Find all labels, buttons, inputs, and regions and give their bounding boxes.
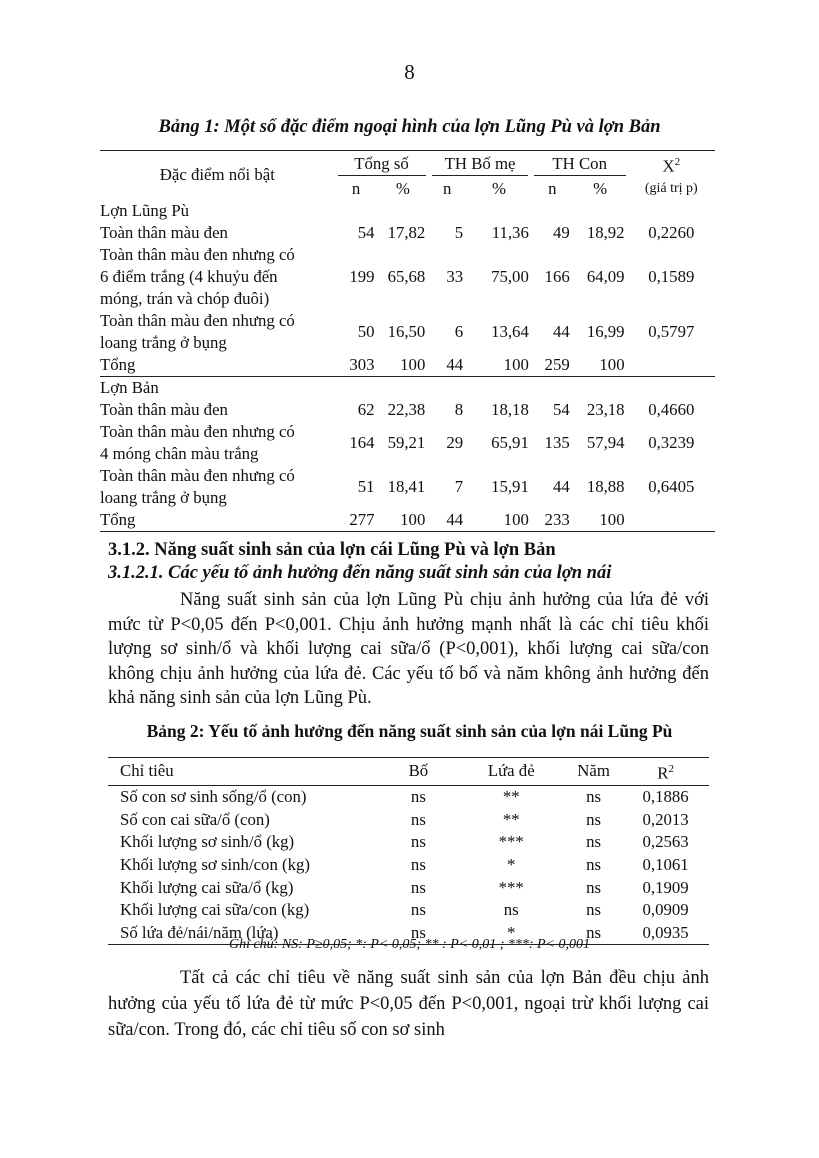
table1-row-label xyxy=(100,421,335,465)
table1-cell-total-n: 62 xyxy=(357,399,375,419)
table1-cell-parents-pct: 13,64 xyxy=(491,321,529,341)
table1-header-n: n xyxy=(443,178,452,198)
table1-cell-parents-pct: 15,91 xyxy=(491,476,529,496)
table1-row-label xyxy=(100,310,335,354)
table1-header-pct: % xyxy=(491,178,506,198)
table2-cell-indicator: Số lứa đẻ/nái/năm (lứa) xyxy=(108,922,379,945)
table1-cell-parents-n: 44 xyxy=(428,509,466,532)
table2-cell-sire: ns xyxy=(410,832,426,852)
table1-cell-total-pct: 16,50 xyxy=(387,321,426,341)
table2-note: Ghi chú: NS: P≥0,05; *: P< 0,05; ** : P< 0,01 ; ***: P< 0,001 xyxy=(228,937,591,952)
table1-cell-total-pct: 22,38 xyxy=(387,399,426,419)
table2-cell-indicator: Khối lượng sơ sinh/ổ (kg) xyxy=(120,832,295,852)
table1-row-label-line: loang trắng ở bụng xyxy=(100,487,227,507)
table1-header-offspring: TH Con xyxy=(534,153,626,176)
table1-row-label-line: Toàn thân màu đen nhưng có xyxy=(100,421,295,441)
table1-cell-total-n: 51 xyxy=(357,476,375,496)
table1-cell-offspring-n: 135 xyxy=(544,432,570,452)
table1-cell-parents-n: 5 xyxy=(454,222,464,242)
table1-cell-parents-pct: 18,18 xyxy=(491,399,529,419)
table1-cell-offspring-n: 44 xyxy=(552,476,570,496)
table2-cell-r2: 0,2563 xyxy=(642,832,689,852)
table1-cell-parents-n: 29 xyxy=(446,432,464,452)
table2-cell-year: ns xyxy=(565,922,622,945)
table1-cell-offspring-n: 233 xyxy=(532,509,573,532)
table2-cell-parity: ** xyxy=(502,787,520,807)
table1-row-label-line: 6 điểm trắng (4 khuỷu đến xyxy=(100,266,278,286)
table2-cell-r2: 0,1909 xyxy=(642,877,689,897)
section-heading-3-1-2-1: 3.1.2.1. Các yếu tố ảnh hưởng đến năng suất sinh sản của lợn nái xyxy=(108,563,612,583)
table1-cell-offspring-n: 259 xyxy=(544,354,570,374)
table2-cell-sire: ns xyxy=(410,809,426,829)
table2-cell-year: ns xyxy=(586,900,602,920)
table1-cell-chi-p: 0,4660 xyxy=(648,399,695,419)
table1-row xyxy=(100,421,715,465)
table2-header-r2: $R^2$ xyxy=(622,758,709,786)
table2-cell-year: ns xyxy=(586,877,602,897)
table1-cell-total-n: 164 xyxy=(349,432,375,452)
paragraph-2: Tất cả các chỉ tiêu về năng suất sinh sản của lợn Bản đều chịu ảnh hưởng của yếu tố lứa đẻ từ mức P<0,05 đến P<0,001, ngoại trừ khối lượng cai sữa/con. Trong đó, các chỉ tiêu số con sơ sinh xyxy=(108,968,709,1040)
table1-row-label-line: Toàn thân màu đen xyxy=(100,222,228,242)
table1-header-parents: TH Bố mẹ xyxy=(432,153,528,176)
table1-header-total: Tổng số xyxy=(338,153,426,176)
table1-cell-parents-n: 33 xyxy=(446,266,464,286)
table2-cell-r2: 0,1886 xyxy=(642,787,689,807)
table1-row-label-line: loang trắng ở bụng xyxy=(100,332,227,352)
table1-cell-offspring-pct: 100 xyxy=(573,509,628,532)
table1-cell-chi-p: 0,1589 xyxy=(648,266,695,286)
table1-header-n: n xyxy=(548,178,557,198)
table1-cell-total-pct: 100 xyxy=(400,354,426,374)
section-heading-3-1-2: 3.1.2. Năng suất sinh sản của lợn cái Lũng Pù và lợn Bản xyxy=(108,540,556,560)
table1-row xyxy=(100,244,715,310)
table2-cell-sire: ns xyxy=(410,787,426,807)
table1-cell-chi-p: 0,3239 xyxy=(648,432,695,452)
table2-row xyxy=(108,899,709,922)
table2-cell-parity: *** xyxy=(498,832,524,852)
table1-cell-offspring-n: 54 xyxy=(552,399,570,419)
table1-row xyxy=(100,509,715,532)
table2-cell-indicator: Số con sơ sinh sống/ổ (con) xyxy=(120,787,307,807)
table1-cell-parents-pct: 65,91 xyxy=(491,432,529,452)
table2-header-sire: Bố xyxy=(379,758,457,786)
table1-cell-total-n: 277 xyxy=(335,509,378,532)
table1-row-label-line: Toàn thân màu đen nhưng có xyxy=(100,465,295,485)
table1-group-title: Lợn Lũng Pù xyxy=(100,200,190,220)
table1-row-label-line: Toàn thân màu đen nhưng có xyxy=(100,244,295,264)
table2-row xyxy=(108,786,709,809)
table2-cell-parity: * xyxy=(457,922,565,945)
table1-cell-chi-p xyxy=(628,354,715,377)
table1-row xyxy=(100,222,715,244)
table1-cell-total-pct: 17,82 xyxy=(387,222,426,242)
table1-row-label xyxy=(100,465,335,509)
table1-cell-total-n: 54 xyxy=(357,222,375,242)
table2-cell-r2: 0,1061 xyxy=(642,854,689,874)
table2-row xyxy=(108,877,709,900)
table1-cell-chi-p: 0,6405 xyxy=(648,476,695,496)
table2-cell-year: ns xyxy=(586,809,602,829)
table1-header-n: n xyxy=(351,178,361,198)
table2-cell-year: ns xyxy=(586,832,602,852)
table2-header-indicator: Chỉ tiêu xyxy=(108,758,379,786)
table1-group-title: Lợn Bản xyxy=(100,376,715,399)
table2 xyxy=(108,757,709,945)
table1-cell-parents-pct: 75,00 xyxy=(491,266,529,286)
table1-cell-total-n: 199 xyxy=(349,266,375,286)
table2-cell-indicator: Khối lượng sơ sinh/con (kg) xyxy=(120,854,310,874)
table1-row-label-line: 4 móng chân màu trắng xyxy=(100,443,259,463)
table1-row-label xyxy=(100,399,335,421)
table1-cell-offspring-pct: 23,18 xyxy=(586,399,625,419)
table1-row-label xyxy=(100,509,335,532)
table2-row xyxy=(108,831,709,854)
table2-cell-parity: ns xyxy=(503,900,519,920)
table2-cell-sire: ns xyxy=(410,900,426,920)
table2-cell-r2: 0,2013 xyxy=(642,809,689,829)
table1-cell-chi-p: 0,5797 xyxy=(648,321,695,341)
table1 xyxy=(100,150,715,532)
table1-cell-total-n: 50 xyxy=(357,321,375,341)
table1-row xyxy=(100,465,715,509)
table1-row-label-line: Tổng xyxy=(100,354,136,374)
table1-cell-parents-n: 7 xyxy=(454,476,464,496)
table1-cell-chi-p: 0,2260 xyxy=(648,222,695,242)
table2-cell-indicator: Khối lượng cai sữa/con (kg) xyxy=(120,900,310,920)
table1-row-label xyxy=(100,354,335,377)
table2-cell-r2: 0,0935 xyxy=(622,922,709,945)
table1-cell-parents-pct: 11,36 xyxy=(491,222,529,242)
table1-row xyxy=(100,354,715,377)
table1-row-label-line: Tổng xyxy=(100,509,136,529)
table1-cell-chi-p xyxy=(628,509,715,532)
table1-cell-total-pct: 18,41 xyxy=(387,476,426,496)
page-number: 8 xyxy=(404,60,415,84)
table1-cell-total-pct: 100 xyxy=(377,509,428,532)
table1-cell-offspring-pct: 16,99 xyxy=(586,321,625,341)
table1-cell-offspring-pct: 18,88 xyxy=(586,476,625,496)
table1-cell-offspring-pct: 57,94 xyxy=(586,432,625,452)
table2-cell-sire: ns xyxy=(410,877,426,897)
table2-cell-parity: * xyxy=(507,854,516,874)
table1-row xyxy=(100,399,715,421)
table1-header-pct: % xyxy=(593,178,608,198)
table1-cell-parents-n: 6 xyxy=(454,321,464,341)
table2-cell-r2: 0,0909 xyxy=(642,900,689,920)
table2-row xyxy=(108,809,709,832)
table1-cell-total-pct: 65,68 xyxy=(387,266,426,286)
paragraph-1: Năng suất sinh sản của lợn Lũng Pù chịu ảnh hưởng của lứa đẻ với mức từ P<0,05 đến P<0,001. Chịu ảnh hưởng mạnh nhất là các chỉ tiêu khối lượng sơ sinh/ổ và khối lượng cai sữa/ổ (P<0,001), khối lượng cai sữa/con không chịu ảnh hưởng của lứa đẻ. Các yếu tố bố và năm không ảnh hưởng đến khả năng sinh sản của lợn Lũng Pù. xyxy=(108,590,709,708)
table2-cell-year: ns xyxy=(586,787,602,807)
table2-cell-parity: *** xyxy=(498,877,524,897)
table1-caption: Bảng 1: Một số đặc điểm ngoại hình của lợn Lũng Pù và lợn Bản xyxy=(158,117,661,137)
table2-cell-year: ns xyxy=(586,854,602,874)
table1-row-label-line: Toàn thân màu đen nhưng có xyxy=(100,310,295,330)
table1-cell-parents-pct: 100 xyxy=(466,509,532,532)
table2-header-parity: Lứa đẻ xyxy=(457,758,565,786)
table1-header-pct: % xyxy=(395,178,410,198)
table1-cell-offspring-n: 166 xyxy=(544,266,570,286)
table1-cell-offspring-pct: 100 xyxy=(599,354,625,374)
table1-row xyxy=(100,310,715,354)
table2-row xyxy=(108,854,709,877)
table1-header-feature: Đặc điểm nổi bật xyxy=(100,151,335,200)
table1-row-label-line: Toàn thân màu đen xyxy=(100,399,228,419)
table1-row-label-line: móng, trán và chóp đuôi) xyxy=(100,288,270,308)
table2-cell-indicator: Số con cai sữa/ổ (con) xyxy=(120,809,270,829)
table1-cell-parents-n: 8 xyxy=(454,399,464,419)
table2-cell-sire: ns xyxy=(410,854,426,874)
table2-header-year: Năm xyxy=(565,758,622,786)
table1-cell-offspring-n: 49 xyxy=(552,222,570,242)
table2-caption: Bảng 2: Yếu tố ảnh hưởng đến năng suất sinh sản của lợn nái Lũng Pù xyxy=(146,721,673,741)
table1-row-label xyxy=(100,222,335,244)
table1-cell-parents-pct: 100 xyxy=(503,354,529,374)
table1-header-chi-sub: (giá trị p) xyxy=(644,180,698,196)
table1-cell-total-n: 303 xyxy=(349,354,375,374)
table1-cell-total-pct: 59,21 xyxy=(387,432,426,452)
table1-row-label xyxy=(100,244,335,310)
table1-cell-parents-n: 44 xyxy=(446,354,464,374)
table2-cell-parity: ** xyxy=(502,809,520,829)
table1-header-chi: $X^2$ xyxy=(628,151,715,178)
table1-cell-offspring-n: 44 xyxy=(552,321,570,341)
table1-cell-offspring-pct: 18,92 xyxy=(586,222,625,242)
table2-cell-sire: ns xyxy=(379,922,457,945)
table1-cell-offspring-pct: 64,09 xyxy=(586,266,625,286)
table2-cell-indicator: Khối lượng cai sữa/ổ (kg) xyxy=(120,877,294,897)
